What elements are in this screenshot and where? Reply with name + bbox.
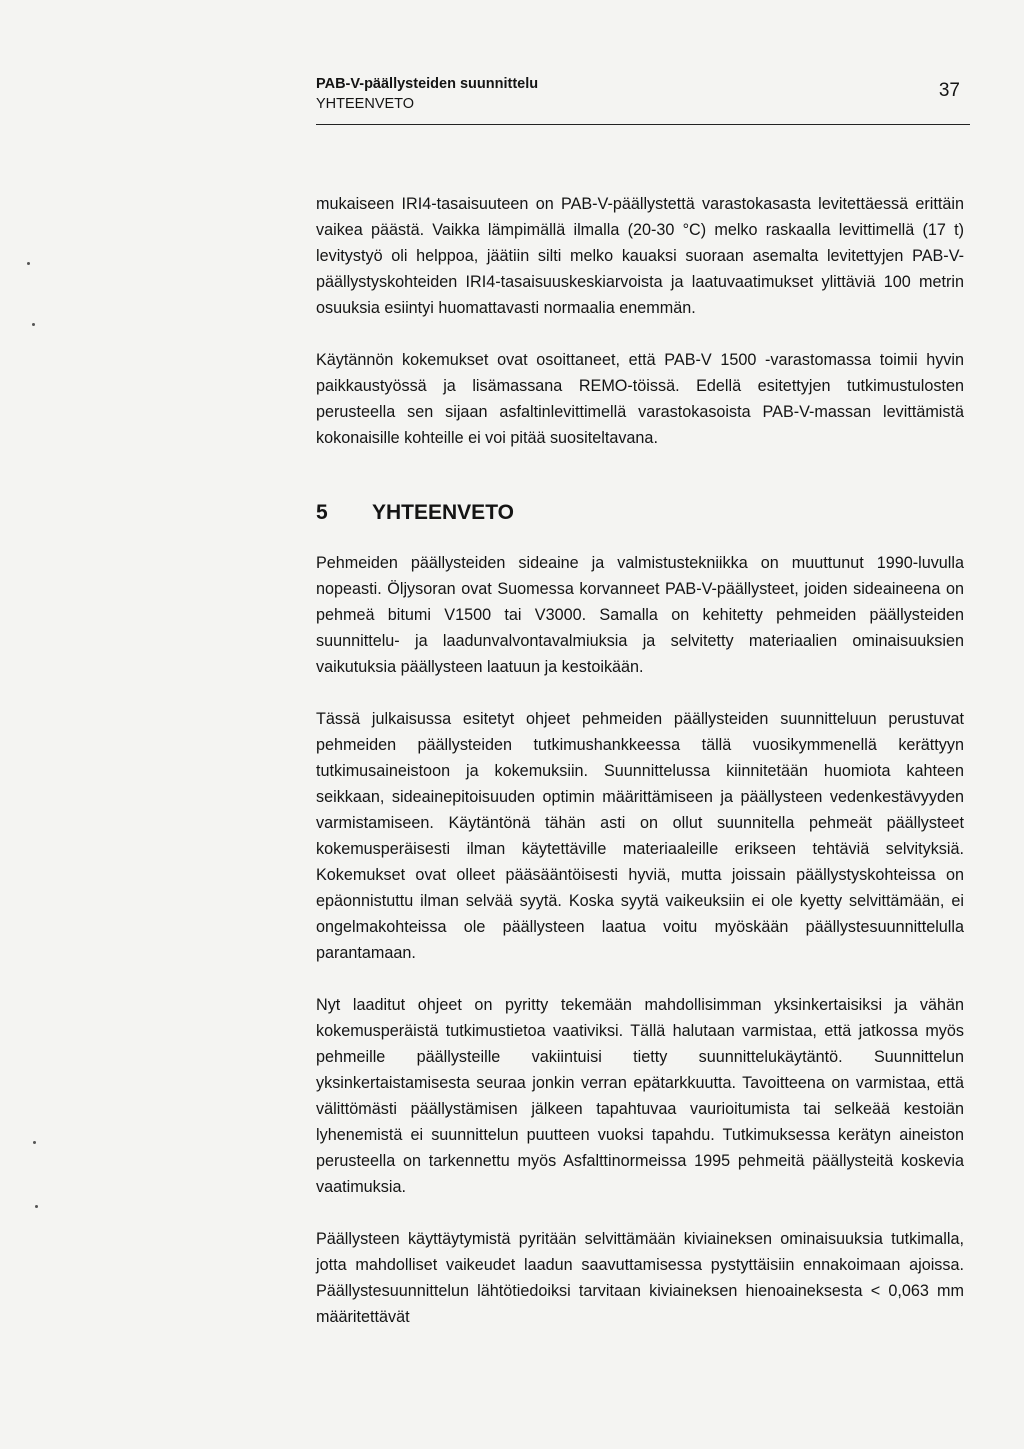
body-paragraph: Pehmeiden päällysteiden sideaine ja valmistustekniikka on muuttunut 1990-luvulla nopeasti. Öljysoran ovat Suomessa korvanneet PAB-V-päällysteet, joiden sideaineena on pehmeä bitumi V1500 tai V3000. Samalla on kehitetty pehmeiden päällysteiden suunnittelu- ja laadunvalvontavalmiuksia ja selvitetty materiaalien ominaisuuksien vaikutuksia päällysteen laatuun ja kestoikään. <box>316 554 964 676</box>
page-header <box>316 76 970 120</box>
margin-speck <box>35 1205 38 1208</box>
body-paragraph: Käytännön kokemukset ovat osoittaneet, että PAB-V 1500 -varastomassa toimii hyvin paikkaustyössä ja lisämassana REMO-töissä. Edellä esitettyjen tutkimustulosten perusteella sen sijaan asfaltinlevittimellä varastokasoista PAB-V-massan levittämistä kokonaisille kohteille ei voi pitää suositeltavana. <box>316 351 964 447</box>
body-paragraph: mukaiseen IRI4-tasaisuuteen on PAB-V-päällystettä varastokasasta levitettäessä erittäin vaikea päästä. Vaikka lämpimällä ilmalla (20-30 °C) melko raskaalla levittimellä (17 t) levitystyö oli helppoa, jäätiin silti melko kauaksi suoraan asemalta levitettyjen PAB-V-päällystyskohteiden IRI4-tasaisuuskeskiarvoista ja laatuvaatimukset ylittäviä 100 metrin osuuksia esiintyi huomattavasti normaalia enemmän. <box>316 195 964 317</box>
body-paragraph: Päällysteen käyttäytymistä pyritään selvittämään kiviaineksen ominaisuuksia tutkimalla, jotta mahdolliset vaikeudet laadun saavuttamisessa pystyttäisiin ennakoimaan ajoissa. Päällystesuunnittelun lähtötiedoiksi tarvitaan kiviaineksen hienoaineksesta < 0,063 mm määritettävät <box>316 1230 964 1326</box>
section-title: YHTEENVETO <box>372 501 514 524</box>
margin-speck <box>33 1141 36 1144</box>
body-text <box>316 191 964 1330</box>
body-paragraph: Tässä julkaisussa esitetyt ohjeet pehmeiden päällysteiden suunnitteluun perustuvat pehmeiden päällysteiden tutkimushankkeessa tällä vuosikymmenellä kerättyyn tutkimusaineistoon ja kokemuksiin. Suunnittelussa kiinnitetään huomiota kahteen seikkaan, sideainepitoisuuden optimin määrittämiseen ja päällysteen vedenkestävyyden varmistamiseen. Käytäntönä tähän asti on ollut suunnitella pehmeät päällysteet kokemusperäisesti ilman käytettäville materiaaleille erikseen tehtäviä selvityksiä. Kokemukset ovat olleet pääsääntöisesti hyviä, mutta joissain päällystyskohteissa on epäonnistuttu ilman selvää syytä. Koska syytä vaikeuksiin ei ole kyetty selvittämään, ei ongelmakohteissa ole päällysteen laatua voitu myöskään päällystesuunnittelulla parantamaan. <box>316 710 964 962</box>
body-paragraph: Nyt laaditut ohjeet on pyritty tekemään mahdollisimman yksinkertaisiksi ja vähän kokemusperäistä tutkimustietoa vaativiksi. Tällä halutaan varmistaa, että jatkossa myös pehmeille päällysteille vakiintuisi tietty suunnittelukäytäntö. Suunnittelun yksinkertaistamisesta seuraa jonkin verran epätarkkuutta. Tavoitteena on varmistaa, että välittömästi päällystämisen jälkeen tapahtuvaa vaurioitumista tai selkeää kestoiän lyhenemistä ei suunnittelun puutteen vuoksi tapahdu. Tutkimuksessa kerätyn aineiston perusteella on tarkennettu myös Asfalttinormeissa 1995 pehmeitä päällysteitä koskevia vaatimuksia. <box>316 996 964 1196</box>
header-divider <box>316 124 970 125</box>
section-heading <box>316 499 964 527</box>
margin-speck <box>27 262 30 265</box>
margin-speck <box>32 323 35 326</box>
section-number: 5 <box>316 501 328 524</box>
page-number: 37 <box>938 80 960 101</box>
header-title: PAB-V-päällysteiden suunnittelu <box>316 76 539 92</box>
header-subtitle: YHTEENVETO <box>316 96 415 112</box>
